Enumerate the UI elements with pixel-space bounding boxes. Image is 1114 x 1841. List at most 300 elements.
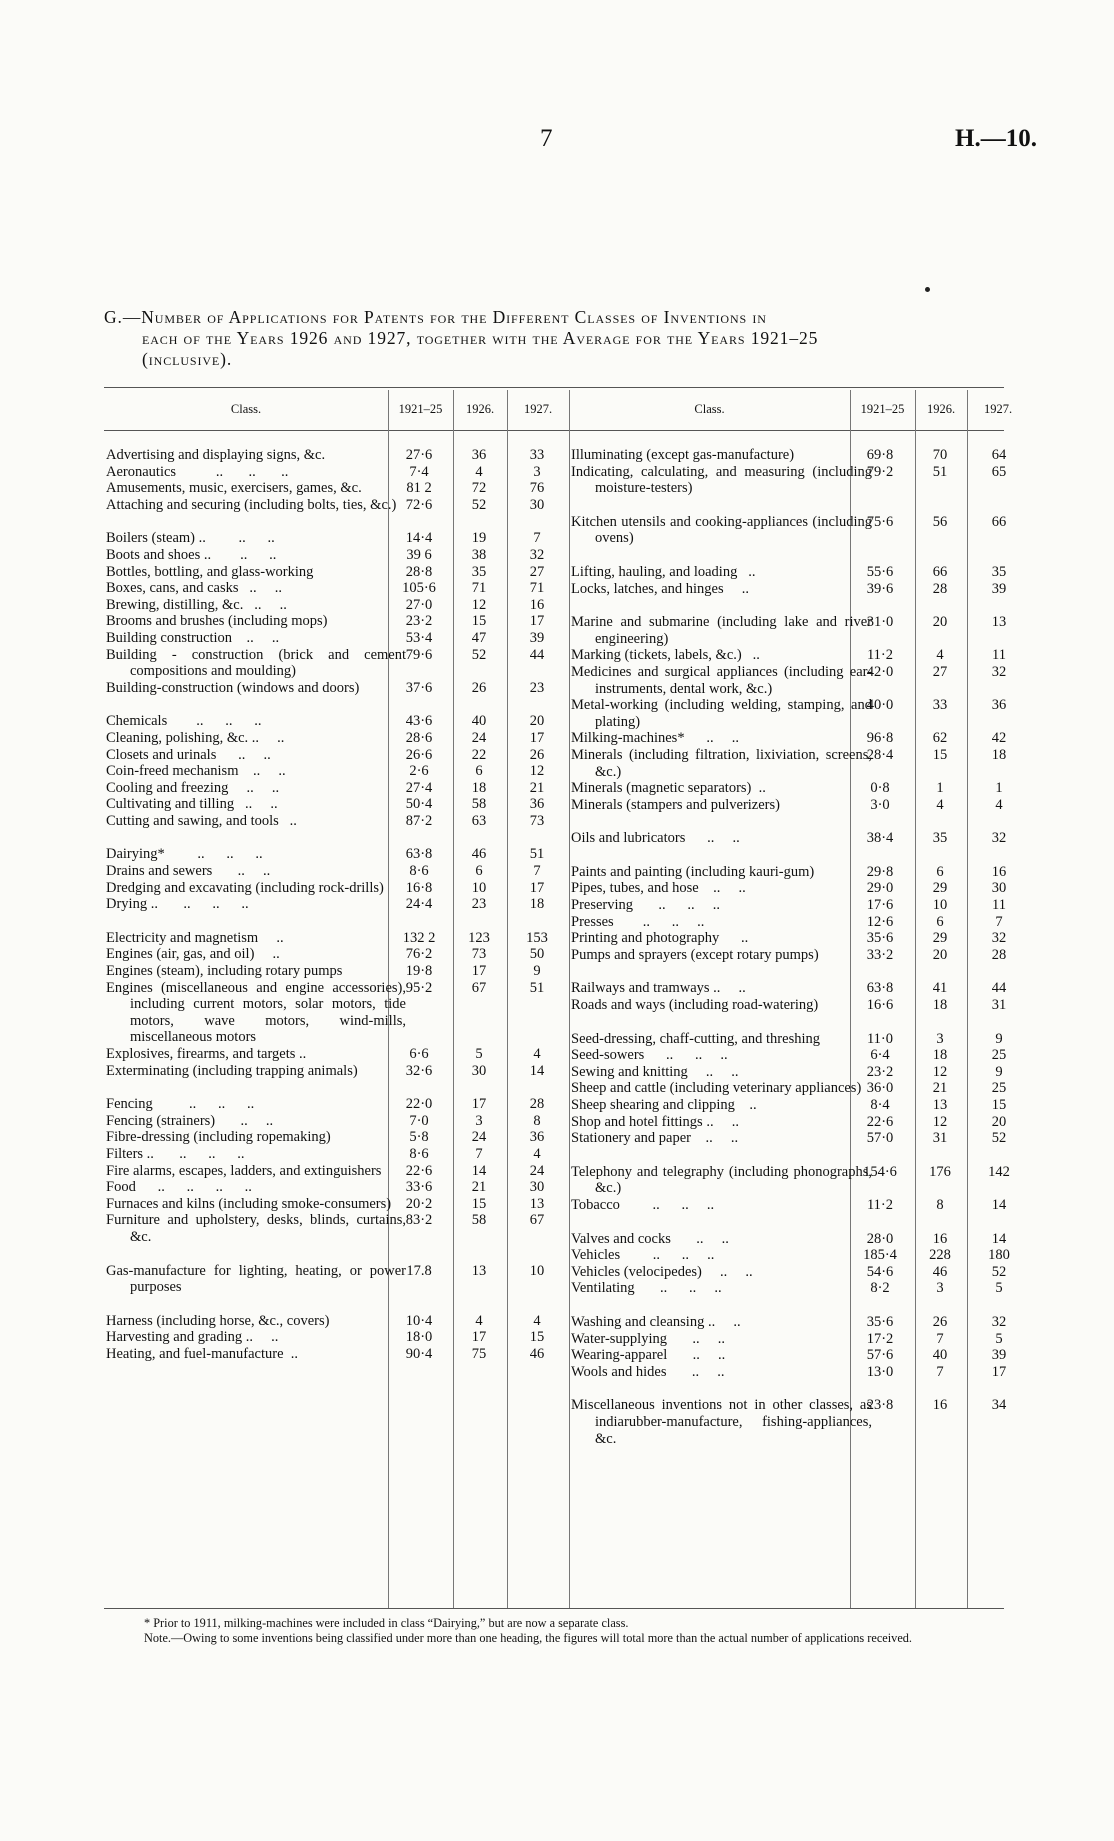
table-row (104, 946, 564, 963)
class-name: Advertising and displaying signs, &c. (106, 447, 326, 463)
count-1927: 39 (529, 629, 545, 646)
count-1926: 12 (471, 596, 487, 613)
class-name: Locks, latches, and hinges .. (571, 580, 749, 597)
table-title (104, 307, 1004, 370)
section-gap (567, 1380, 1027, 1397)
table-row (567, 697, 1027, 730)
average-1921-25: 3·0 (870, 796, 890, 813)
count-1926: 7 (475, 1145, 483, 1162)
count-1926: 40 (932, 1347, 948, 1364)
count-1927: 17 (529, 879, 545, 896)
count-1927: 32 (991, 930, 1007, 947)
footnotes (104, 1616, 1009, 1645)
table-row (104, 1096, 564, 1113)
count-1926: 17 (471, 1096, 487, 1113)
header-1927: 1927. (523, 402, 553, 416)
average-1921-25: 7·4 (409, 463, 429, 480)
table-row (104, 447, 564, 464)
count-1927: 4 (533, 1145, 541, 1162)
section-gap (567, 1014, 1027, 1031)
average-1921-25: 23·8 (866, 1397, 894, 1414)
average-1921-25: 8·4 (870, 1097, 890, 1113)
class-name: Cutting and sawing, and tools .. (106, 812, 297, 829)
count-1926: 58 (471, 1212, 487, 1229)
table-row (567, 664, 1027, 697)
table-row (567, 581, 1027, 598)
count-1927: 11 (992, 647, 1006, 664)
count-1926: 35 (471, 563, 487, 580)
count-1926: 33 (932, 697, 948, 714)
page-number: 7 (540, 125, 553, 152)
class-name: Illuminating (except gas-manufacture) (571, 447, 795, 463)
table-row (104, 1196, 564, 1213)
table-row (104, 1129, 564, 1146)
count-1927: 12 (529, 763, 545, 780)
table-row (567, 914, 1027, 931)
class-name: Ventilating .. .. .. (571, 1280, 722, 1297)
count-1927: 9 (995, 1030, 1003, 1047)
class-name: Exterminating (including trapping animals) (106, 1062, 358, 1079)
count-1926: 63 (471, 812, 487, 829)
count-1927: 25 (991, 1047, 1007, 1064)
count-1926: 176 (929, 1163, 951, 1180)
class-name: Fibre-dressing (including ropemaking) (106, 1129, 331, 1146)
table-row (567, 930, 1027, 947)
table-row (104, 647, 564, 680)
class-name: Brewing, distilling, &c. .. .. (106, 596, 287, 613)
section-gap (104, 1296, 564, 1313)
table-row (104, 780, 564, 797)
table-row (567, 447, 1027, 464)
average-1921-25: 40·0 (866, 697, 894, 714)
section-gap (104, 1246, 564, 1263)
count-1926: 66 (932, 563, 948, 580)
count-1926: 6 (475, 863, 483, 880)
table-row (104, 1179, 564, 1196)
count-1926: 67 (471, 979, 487, 996)
average-1921-25: 105·6 (402, 580, 436, 597)
average-1921-25: 132 2 (402, 929, 436, 946)
average-1921-25: 63·8 (866, 980, 894, 997)
average-1921-25: 96·8 (866, 730, 894, 747)
count-1926: 28 (932, 580, 948, 597)
class-name: Gas-manufacture for lighting, heating, or power purposes (106, 1262, 406, 1296)
count-1927: 73 (529, 812, 545, 829)
average-1921-25: 76·2 (405, 946, 433, 963)
count-1927: 14 (991, 1230, 1007, 1247)
class-name: Indicating, calculating, and measuring (including moisture-testers) (571, 463, 872, 497)
count-1927: 36 (529, 796, 545, 813)
average-1921-25: 14·4 (405, 530, 433, 547)
average-1921-25: 27·4 (405, 779, 433, 796)
average-1921-25: 33·6 (405, 1179, 433, 1196)
table-row (567, 797, 1027, 814)
average-1921-25: 27·0 (405, 596, 433, 613)
count-1926: 46 (932, 1263, 948, 1280)
count-1926: 62 (932, 730, 948, 747)
table-row (104, 763, 564, 780)
class-name: Presses .. .. .. (571, 913, 705, 930)
count-1927: 142 (988, 1163, 1010, 1180)
table-row (567, 780, 1027, 797)
average-1921-25: 22·0 (405, 1096, 433, 1113)
table-row (567, 1130, 1027, 1147)
average-1921-25: 75·6 (866, 513, 894, 530)
average-1921-25: 33·2 (866, 946, 894, 963)
count-1926: 15 (471, 1195, 487, 1212)
count-1926: 21 (471, 1179, 487, 1196)
average-1921-25: 17.8 (406, 1262, 432, 1279)
count-1927: 44 (529, 646, 545, 663)
count-1926: 29 (932, 880, 948, 897)
count-1927: 10 (529, 1262, 545, 1279)
average-1921-25: 12·6 (866, 913, 894, 930)
class-name: Boxes, cans, and casks .. .. (106, 580, 282, 597)
count-1926: 6 (936, 913, 944, 930)
class-name: Vehicles .. .. .. (571, 1247, 715, 1264)
count-1927: 26 (529, 746, 545, 763)
table-row (567, 730, 1027, 747)
count-1927: 153 (526, 929, 548, 946)
count-1926: 15 (471, 613, 487, 630)
table-row (567, 830, 1027, 847)
count-1926: 7 (936, 1363, 944, 1380)
table-row (567, 1047, 1027, 1064)
table-row (567, 1164, 1027, 1197)
bullet-mark (925, 287, 930, 292)
count-1926: 40 (471, 713, 487, 730)
count-1926: 7 (936, 1330, 944, 1347)
count-1926: 3 (936, 1280, 944, 1297)
count-1926: 4 (936, 647, 944, 664)
average-1921-25: 2·6 (409, 763, 429, 780)
class-name: Electricity and magnetism .. (106, 929, 284, 946)
count-1927: 27 (529, 563, 545, 580)
average-1921-25: 5·8 (409, 1129, 429, 1146)
class-name: Bottles, bottling, and glass-working (106, 563, 314, 580)
table-row (104, 1063, 564, 1080)
table-row (567, 647, 1027, 664)
count-1927: 30 (529, 1179, 545, 1196)
count-1927: 36 (991, 697, 1007, 714)
average-1921-25: 154·6 (863, 1163, 897, 1180)
average-1921-25: 43·6 (405, 713, 433, 730)
count-1926: 6 (936, 863, 944, 880)
count-1927: 21 (529, 779, 545, 796)
class-name: Metal-working (including welding, stamping, and plating) (571, 697, 872, 730)
average-1921-25: 90·4 (405, 1345, 433, 1362)
average-1921-25: 29·8 (866, 863, 894, 880)
average-1921-25: 72·6 (405, 496, 433, 513)
table-row (567, 614, 1027, 647)
count-1926: 47 (471, 629, 487, 646)
class-name: Closets and urinals .. .. (106, 746, 271, 763)
average-1921-25: 11·2 (866, 647, 894, 664)
count-1927: 17 (529, 613, 545, 630)
table-row (104, 613, 564, 630)
average-1921-25: 69·8 (866, 447, 894, 463)
average-1921-25: 81 2 (406, 480, 432, 497)
count-1926: 36 (471, 447, 487, 463)
class-name: Sewing and knitting .. .. (571, 1063, 739, 1080)
class-name: Amusements, music, exercisers, games, &c. (106, 480, 362, 497)
table-row (104, 963, 564, 980)
average-1921-25: 50·4 (405, 796, 433, 813)
count-1926: 52 (471, 496, 487, 513)
class-name: Boots and shoes .. .. .. (106, 546, 277, 563)
count-1927: 42 (991, 730, 1007, 747)
count-1926: 26 (471, 679, 487, 696)
table-row (104, 564, 564, 581)
average-1921-25: 11·0 (866, 1030, 894, 1047)
count-1927: 5 (995, 1330, 1003, 1347)
average-1921-25: 83·2 (405, 1212, 433, 1229)
class-name: Roads and ways (including road-watering) (571, 997, 819, 1014)
count-1927: 67 (529, 1212, 545, 1229)
section-gap (567, 1297, 1027, 1314)
average-1921-25: 27·6 (405, 447, 433, 463)
average-1921-25: 22·6 (405, 1162, 433, 1179)
average-1921-25: 36·0 (866, 1080, 894, 1097)
count-1927: 18 (991, 746, 1007, 763)
class-name: Brooms and brushes (including mops) (106, 613, 328, 630)
class-name: Marking (tickets, labels, &c.) .. (571, 647, 760, 664)
header-1926: 1926. (926, 402, 956, 416)
left-class-column (104, 447, 564, 1363)
count-1926: 13 (471, 1262, 487, 1279)
section-gap (567, 1147, 1027, 1164)
count-1926: 16 (932, 1397, 948, 1414)
table-row (104, 863, 564, 880)
class-name: Valves and cocks .. .. (571, 1230, 729, 1247)
count-1926: 73 (471, 946, 487, 963)
count-1927: 3 (533, 463, 541, 480)
count-1927: 76 (529, 480, 545, 497)
average-1921-25: 0·8 (870, 780, 890, 797)
average-1921-25: 35·6 (866, 1313, 894, 1330)
class-name: Boilers (steam) .. .. .. (106, 530, 275, 547)
table-row (104, 730, 564, 747)
average-1921-25: 7·0 (409, 1112, 429, 1129)
page-reference: H.—10. (955, 125, 1037, 152)
class-name: Kitchen utensils and cooking-appliances (including ovens) (571, 513, 872, 547)
table-row (104, 980, 564, 1046)
header-1927: 1927. (983, 402, 1013, 416)
section-gap (567, 813, 1027, 830)
header-avg: 1921–25 (398, 402, 443, 416)
average-1921-25: 16·6 (866, 997, 894, 1014)
average-1921-25: 22·6 (866, 1113, 894, 1130)
table-row (567, 1064, 1027, 1081)
class-name: Washing and cleansing .. .. (571, 1313, 741, 1330)
count-1927: 31 (991, 997, 1007, 1014)
count-1927: 71 (529, 580, 545, 597)
table-row (567, 1114, 1027, 1131)
count-1927: 52 (991, 1263, 1007, 1280)
count-1926: 41 (932, 980, 948, 997)
class-name: Building construction .. .. (106, 629, 280, 646)
title-line-3: (inclusive). (142, 349, 233, 369)
average-1921-25: 26·6 (405, 746, 433, 763)
count-1927: 14 (529, 1062, 545, 1079)
table-row (567, 1264, 1027, 1281)
table-row (104, 1263, 564, 1296)
average-1921-25: 185·4 (863, 1247, 897, 1264)
average-1921-25: 18·0 (405, 1329, 433, 1346)
table-row (567, 1314, 1027, 1331)
count-1927: 5 (995, 1280, 1003, 1297)
class-name: Marine and submarine (including lake and river engineering) (571, 614, 872, 647)
table-row (104, 1329, 564, 1346)
count-1927: 4 (533, 1046, 541, 1062)
average-1921-25: 6·6 (409, 1046, 429, 1062)
class-name: Building-construction (windows and doors) (106, 679, 360, 696)
class-name: Seed-sowers .. .. .. (571, 1047, 728, 1064)
average-1921-25: 20·2 (405, 1195, 433, 1212)
count-1927: 9 (995, 1063, 1003, 1080)
count-1926: 22 (471, 746, 487, 763)
count-1926: 13 (932, 1097, 948, 1113)
count-1927: 13 (529, 1195, 545, 1212)
class-name: Miscellaneous inventions not in other classes, as indiarubber-manufacture, fishing-appliances, &c. (571, 1397, 872, 1447)
average-1921-25: 16·8 (405, 879, 433, 896)
count-1927: 52 (991, 1130, 1007, 1147)
class-name: Minerals (including filtration, lixiviation, screens, &c.) (571, 746, 872, 780)
count-1927: 32 (991, 1313, 1007, 1330)
class-name: Medicines and surgical appliances (including ear-instruments, dental work, &c.) (571, 663, 872, 697)
average-1921-25: 6·4 (870, 1047, 890, 1064)
table-row (567, 1247, 1027, 1264)
average-1921-25: 23·2 (866, 1063, 894, 1080)
count-1926: 18 (471, 779, 487, 796)
table-row (567, 1097, 1027, 1114)
average-1921-25: 79·2 (866, 463, 894, 480)
average-1921-25: 11·2 (866, 1196, 894, 1213)
table-row (567, 947, 1027, 964)
count-1926: 70 (932, 447, 948, 463)
class-name: Engines (miscellaneous and engine accessories), including current motors, solar motors, tide motors, wave motors, wind-mills, miscellaneous motors (106, 979, 406, 1046)
count-1927: 51 (529, 979, 545, 996)
table-row (104, 1146, 564, 1163)
section-gap (567, 963, 1027, 980)
count-1926: 20 (932, 614, 948, 631)
count-1926: 31 (932, 1130, 948, 1147)
average-1921-25: 57·0 (866, 1130, 894, 1147)
class-name: Furniture and upholstery, desks, blinds, curtains, &c. (106, 1212, 406, 1245)
class-name: Seed-dressing, chaff-cutting, and threshing (571, 1030, 820, 1047)
class-name: Wearing-apparel .. .. (571, 1347, 726, 1364)
average-1921-25: 95·2 (405, 979, 433, 996)
count-1927: 46 (529, 1345, 545, 1362)
class-name: Filters .. .. .. .. (106, 1145, 245, 1162)
table-row (104, 497, 564, 514)
table-row (104, 796, 564, 813)
count-1927: 34 (991, 1397, 1007, 1414)
count-1927: 32 (529, 546, 545, 563)
header-avg: 1921–25 (860, 402, 905, 416)
count-1926: 56 (932, 513, 948, 530)
table-row (567, 1031, 1027, 1048)
table-row (567, 464, 1027, 497)
count-1927: 11 (992, 897, 1006, 914)
count-1927: 15 (991, 1097, 1007, 1113)
count-1926: 4 (936, 796, 944, 813)
class-name: Paints and painting (including kauri-gum) (571, 863, 815, 880)
average-1921-25: 10·4 (405, 1312, 433, 1329)
count-1927: 14 (991, 1196, 1007, 1213)
header-bottom-rule (104, 430, 1004, 431)
class-name: Harness (including horse, &c., covers) (106, 1312, 330, 1329)
count-1927: 16 (529, 596, 545, 613)
count-1927: 39 (991, 1347, 1007, 1364)
table-row (104, 846, 564, 863)
class-name: Oils and lubricators .. .. (571, 830, 740, 847)
class-name: Lifting, hauling, and loading .. (571, 563, 756, 580)
count-1927: 13 (991, 614, 1007, 631)
count-1926: 12 (932, 1113, 948, 1130)
count-1927: 16 (991, 863, 1007, 880)
section-gap (567, 1214, 1027, 1231)
count-1926: 6 (475, 763, 483, 780)
table-row (567, 1364, 1027, 1381)
count-1927: 30 (991, 880, 1007, 897)
section-gap (104, 696, 564, 713)
count-1926: 72 (471, 480, 487, 497)
table-row (567, 1197, 1027, 1214)
section-gap (104, 829, 564, 846)
count-1927: 180 (988, 1247, 1010, 1264)
table-row (104, 1313, 564, 1330)
count-1926: 17 (471, 1329, 487, 1346)
class-name: Engines (steam), including rotary pumps (106, 963, 343, 980)
table-row (567, 1347, 1027, 1364)
class-name: Furnaces and kilns (including smoke-consumers) (106, 1195, 392, 1212)
average-1921-25: 8·6 (409, 863, 429, 880)
table-row (567, 880, 1027, 897)
class-name: Railways and tramways .. .. (571, 980, 746, 997)
section-gap (104, 1079, 564, 1096)
count-1927: 4 (995, 796, 1003, 813)
count-1927: 51 (529, 846, 545, 863)
count-1927: 28 (991, 946, 1007, 963)
table-row (567, 997, 1027, 1014)
count-1926: 18 (932, 1047, 948, 1064)
average-1921-25: 8·2 (870, 1280, 890, 1297)
section-gap (104, 913, 564, 930)
count-1927: 15 (529, 1329, 545, 1346)
count-1926: 26 (932, 1313, 948, 1330)
count-1926: 228 (929, 1247, 951, 1264)
count-1926: 15 (932, 746, 948, 763)
table-row (104, 464, 564, 481)
title-line-1: G.—Number of Applications for Patents for the Different Classes of Inventions in (104, 307, 767, 327)
average-1921-25: 53·4 (405, 629, 433, 646)
count-1926: 18 (932, 997, 948, 1014)
class-name: Preserving .. .. .. (571, 897, 721, 914)
right-class-column (567, 447, 1027, 1447)
table-row (104, 480, 564, 497)
table-row (567, 1331, 1027, 1348)
table-row (104, 930, 564, 947)
count-1927: 44 (991, 980, 1007, 997)
table-bottom-rule (104, 1608, 1004, 1609)
average-1921-25: 31·0 (866, 614, 894, 631)
average-1921-25: 35·6 (866, 930, 894, 947)
class-name: Food .. .. .. .. (106, 1179, 252, 1196)
count-1927: 18 (529, 896, 545, 913)
average-1921-25: 32·6 (405, 1062, 433, 1079)
count-1927: 32 (991, 830, 1007, 847)
